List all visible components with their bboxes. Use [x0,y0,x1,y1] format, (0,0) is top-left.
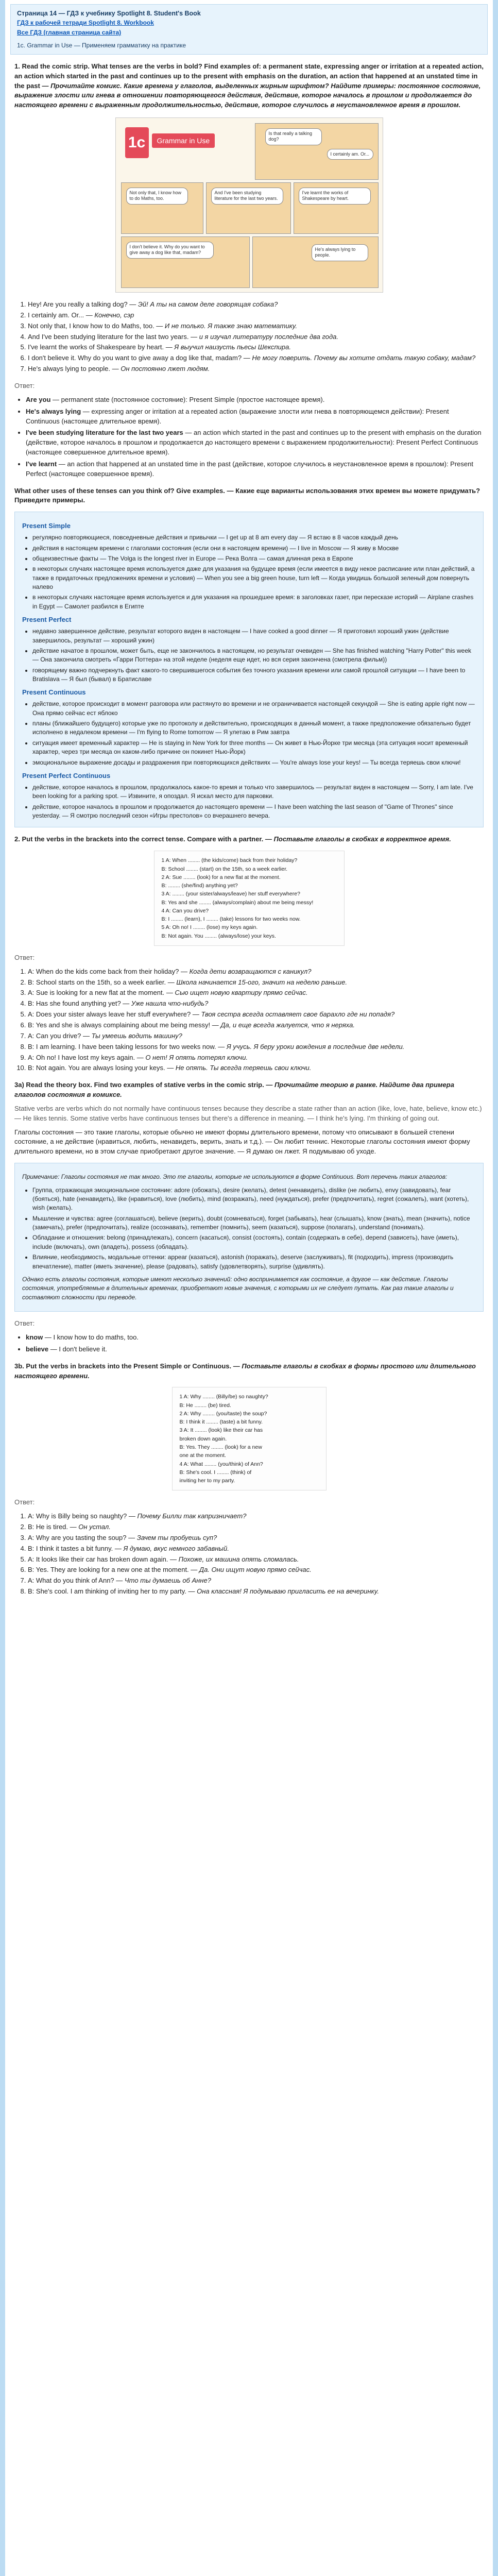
comic-bubble-4: And I've been studying literature for the last two years. [211,188,283,205]
exercise-line: 1 A: When ........ (the kids/come) back from their holiday? [161,857,298,864]
list-item: • действие начатое в прошлом, может быть, еще не закончилось в настоящем, но результат очевиден — She has finished watching "Harry Potter" this week — Она закончила смотреть «Гарри Поттера» на этой неделе (неделя еще идет, но вся серия закончена (смотрела фильм)) [32,647,476,665]
list-item: 10. B: Not again. You are always losing your keys. — Не опять. Ты всегда теряешь свои ключи. [28,1063,484,1073]
answer-label: Ответ: [14,953,35,961]
stative-note: Примечание: Глаголы состояния не так много. Это те глаголы, которые не используются в форме Continuous. Вот перечень таких глаголов: [22,1173,448,1181]
list-item: • He's always lying — expressing anger or irritation at a repeated action (выражение злости или гнева в повторяющемся действии): Present Continuous (настоящее длительное время). [26,407,484,427]
answer-label: Ответ: [14,382,35,390]
exercise-line: broken down again. [179,1435,227,1442]
present-perfect-heading: Present Perfect [22,616,72,624]
list-item: • Are you — permanent state (постоянное состояние): Present Simple (простое настоящее время). [26,395,484,405]
list-item: • Группа, отражающая эмоциональное состояние: adore (обожать), desire (желать), detest (ненавидеть), dislike (не любить), envy (завидовать), fear (бояться), hate (ненавидеть), like (нравиться), love (любить), mind (возражать), need (нуждаться), prefer (предпочитать), regret (сожалеть), want (хотеть), wish (желать). [32,1186,476,1213]
list-item: 3. Not only that, I know how to do Maths, too. — И не только. Я также знаю математику. [28,321,484,331]
exercise-line: 3 A: ........ (your sister/always/leave) her stuff everywhere? [161,891,300,897]
list-item: 1. Hey! Are you really a talking dog? — Эй! А ты на самом деле говорящая собака? [28,300,484,310]
comic-bubble-3: Not only that, I know how to do Maths, too. [126,188,188,205]
list-item: 2. B: He is tired. — Он устал. [28,1522,484,1532]
comic-sentences-list [28,300,484,374]
exercise-line: 4 A: What ........ (you/think) of Ann? [179,1461,263,1467]
exercise-line: B: Not again. You ........ (always/lose) your keys. [161,933,276,939]
answer2-list [28,967,484,1073]
list-item: • Мышление и чувства: agree (соглашаться), believe (верить), doubt (сомневаться), forget (забывать), hear (слышать), know (знать), mean (значить), notice (замечать), prefer (предпочитать), realize (осознавать), remember (помнить), seem (казаться), suppose (полагать), understand (понимать). [32,1214,476,1232]
task3b-heading: 3b. Put the verbs in brackets into the Present Simple or Continuous. — Поставьте глаголы в скобках в формы простого или длительного настоящего времени. [14,1362,476,1380]
list-item: • эмоциональное выражение досады и раздражения при повторяющихся действиях — You're always lose your keys! — Ты всегда теряешь свои ключи! [32,758,476,767]
list-item: • недавно завершенное действие, результат которого виден в настоящем — I have cooked a good dinner — Я приготовил хороший ужин (действие завершилось, результат — хороший ужин) [32,627,476,645]
list-item: 2. B: School starts on the 15th, so a week earlier. — Школа начинается 15-ого, значит на неделю раньше. [28,978,484,988]
main-content [5,62,493,1597]
exercise2-image [154,851,345,946]
list-item: 9. A: Oh no! I have lost my keys again. — О нет! Я опять потерял ключи. [28,1053,484,1063]
list-item: 4. B: Has she found anything yet? — Уже нашла что-нибудь? [28,999,484,1009]
present-continuous-heading: Present Continuous [22,688,86,697]
stative-verbs-box [14,1163,484,1312]
answer-label: Ответ: [14,1319,35,1328]
comic-bubble-1: Is that really a talking dog? [265,128,322,145]
list-item: 5. I've learnt the works of Shakespeare by heart. — Я выучил наизусть пьесы Шекспира. [28,343,484,352]
exercise-line: B: He ........ (be) tired. [179,1402,231,1409]
list-item: • действие, которое происходит в момент разговора или растянуто во времени и не ограничивается настоящей секундой — She is eating apple right now — Она прямо сейчас ест яблоко [32,700,476,718]
other-uses-question: What other uses of these tenses can you think of? Give examples. — Какие еще варианты использования этих времен вы можете придумать? Приведите примеры. [14,486,480,504]
list-item: 1. A: Why is Billy being so naughty? — Почему Билли так капризничает? [28,1512,484,1521]
page-title: Страница 14 — ГДЗ к учебнику Spotlight 8. Student's Book [17,10,201,17]
workbook-link[interactable]: ГДЗ к рабочей тетради Spotlight 8. Workbook [17,19,154,27]
exercise-line: B: Yes and she ........ (always/complain) about me being messy! [161,899,314,906]
answer3b-list [28,1512,484,1597]
comic-bubble-6: I don't believe it. Why do you want to give away a dog like that, madam? [126,242,214,259]
list-item: 4. B: I think it tastes a bit funny. — Я думаю, вкус немного забавный. [28,1544,484,1554]
comic-bubble-2: I certainly am. Or... [327,149,373,160]
comic-bubble-7: He's always lying to people. [312,244,368,261]
list-item: • Влияние, необходимость, модальные оттенки: appear (казаться), astonish (поражать), deserve (заслуживать), fit (подходить), impress (производить впечатление), matter (иметь значение), please (радовать), satisfy (удовлетворять), surprise (удивлять). [32,1253,476,1271]
list-item: 1. A: When do the kids come back from their holiday? — Когда дети возвращаются с каникул? [28,967,484,977]
list-item: • действие, которое началось в прошлом, продолжалось какое-то время и только что завершилось — результат виден в настоящем — Sorry, I am late. I've been looking for a parking spot. — Извините, я опоздал. Я искал место для парковки. [32,783,476,801]
header-box [10,4,488,55]
exercise-line: B: I think it ........ (taste) a bit funny. [179,1419,263,1426]
list-item: • Обладание и отношения: belong (принадлежать), concern (касаться), consist (состоять), contain (содержать в себе), depend (зависеть), have (иметь), include (включать), own (владеть), possess (обладать). [32,1233,476,1251]
list-item: • I've been studying literature for the last two years — an action which started in the past and continues up to the present with emphasis on the duration (действие, которое началось в прошлом и продолжается до настоящего времени с выражением продолжительности): Present Perfect Continuous (настоящее совершенное длительное время). [26,428,484,457]
exercise-line: B: She's cool. I ........ (think) of [179,1469,252,1476]
list-item: 8. B: She's cool. I am thinking of inviting her to my party. — Она классная! Я подумываю пригласить ее на вечеринку. [28,1587,484,1597]
list-item: • в некоторых случаях настоящее время используется даже для указания на будущее время (если имеется в виду некое расписание или план действий, а также в придаточных предложениях времени и условия) — When you see a big green house, turn left — Когда увидишь большой зеленый дом повернуть налево [32,565,476,591]
list-item: • в некоторых случаях настоящее время используется и для указания на прошедшее время: в заголовках газет, при пересказе историй — Airplane crashes in Egypt — Самолет разбился в Египте [32,593,476,611]
stative-theory-ru: Глаголы состояния — это такие глаголы, которые обычно не имеют формы длительного времени, потому что описывают в большей степени состояние, а не действие (нравиться, любить, ненавидеть, верить, знать и т.д.). — Он любит теннис. Некоторые глаголы состояния имеют форму длительного времени, но в этом случае приобретают другое значение. — Я думаю он лжет. Я подумываю об уходе. [14,1128,470,1156]
stative-extra: Однако есть глаголы состояния, которые имеют несколько значений: одно воспринимается как состояние, а другое — как действие. Глаголы состояния, употребляемые в длительных временах, приобретают новые значения, с которыми их не следует путать. Как раз такие глаголы и составляют сложности при переводе. [22,1276,454,1301]
exercise-line: B: School ........ (start) on the 15th, so a week earlier. [161,866,288,872]
exercise-line: B: Yes. They ........ (look) for a new [179,1444,262,1451]
exercise-line: 1 A: Why ........ (Billy/be) so naughty? [179,1394,268,1400]
tenses-box [14,512,484,827]
list-item: 3. A: Why are you tasting the soup? — Зачем ты пробуешь суп? [28,1533,484,1543]
answer3a-list [26,1333,484,1354]
list-item: • ситуация имеет временный характер — He is staying in New York for three months — Он живет в Нью-Йорке три месяца (эта ситуация носит временный характер, через три месяца он каком-либо причине он покинет Нью-Йорк) [32,739,476,757]
all-gdz-link[interactable]: Все ГДЗ (главная страница сайта) [17,29,122,37]
lesson-subtitle: 1c. Grammar in Use — Применяем грамматику на практике [17,41,186,49]
list-item: 3. A: Sue is looking for a new flat at the moment. — Сью ищет новую квартиру прямо сейчас. [28,988,484,998]
answer-label: Ответ: [14,1498,35,1506]
list-item: 5. A: It looks like their car has broken down again. — Похоже, их машина опять сломалась. [28,1555,484,1565]
comic-title: Grammar in Use [152,133,215,148]
exercise-line: 2 A: Why ........ (you/taste) the soup? [179,1410,267,1417]
list-item: 5. A: Does your sister always leave her stuff everywhere? — Твоя сестра всегда оставляет свое барахло где ни попадя? [28,1010,484,1020]
task3a-heading: 3a) Read the theory box. Find two examples of stative verbs in the comic strip. — Прочитайте теорию в рамке. Найдите два примера глаголов состояния в комиксе. [14,1081,454,1099]
present-simple-heading: Present Simple [22,522,71,530]
exercise-line: B: I ........ (learn), I ........ (take) lessons for two weeks now. [161,916,301,923]
list-item: • действие, которое началось в прошлом и продолжается до настоящего времени — I have been watching the last season of "Game of Thrones" since yesterday. — Я смотрю последний сезон «Игры престолов» со вчерашнего вечера. [32,803,476,821]
list-item: • действия в настоящем времени с глаголами состояния (если они в настоящем времени) — I live in Moscow — Я живу в Москве [32,544,476,553]
answer1-list [26,395,484,479]
list-item: • регулярно повторяющиеся, повседневные действия и привычки — I get up at 8 am every day — Я встаю в 8 часов каждый день [32,533,476,542]
list-item: 2. I certainly am. Or... — Конечно, сэр [28,311,484,320]
list-item: • know — I know how to do maths, too. [26,1333,484,1343]
exercise-line: 4 A: Can you drive? [161,907,209,914]
list-item: 7. A: Can you drive? — Ты умеешь водить машину? [28,1031,484,1041]
list-item: • общеизвестные факты — The Volga is the longest river in Europe — Река Волга — самая длинная река в Европе [32,554,476,563]
list-item: • говорящему важно подчеркнуть факт какого-то свершившегося события без точного указания времени или самой прошлой ситуации — I have been to Bratislava — Я был (бывал) в Братиславе [32,666,476,684]
lesson-badge: 1c [125,127,149,158]
present-perfect-continuous-heading: Present Perfect Continuous [22,772,111,780]
list-item: 7. A: What do you think of Ann? — Что ты думаешь об Анне? [28,1576,484,1586]
exercise-line: inviting her to my party. [179,1478,235,1484]
list-item: 6. I don't believe it. Why do you want to give away a dog like that, madam? — Не могу поверить. Почему вы хотите отдать такую собаку, мадам? [28,353,484,363]
list-item: • I've learnt — an action that happened at an unstated time in the past (действие, которое случилось в неустановленное время в прошлом): Present Perfect (настоящее совершенное время). [26,460,484,479]
list-item: 8. B: I am learning. I have been taking lessons for two weeks now. — Я учусь. Я беру уроки вождения в последние две недели. [28,1042,484,1052]
comic-bubble-5: I've learnt the works of Shakespeare by heart. [299,188,371,205]
exercise-line: one at the moment. [179,1452,226,1459]
exercise-line: 3 A: It ........ (look) like their car has [179,1427,263,1434]
task1-heading: 1. Read the comic strip. What tenses are the verbs in bold? Find examples of: a permanent state, expressing anger or irritation at a repeated action, an action which started in the past and continues up to the present with emphasis on the duration, an action that happened at an unstated time in the past — Прочитайте комикс. Какие времена у глаголов, выделенных жирным шрифтом? Найдите примеры: постоянное состояние, выражение злости или гнева в отношении повторяющегося действия, действие, которое началось в прошлом и продолжается до настоящего времени с выраженным продолжительностью, действие, которое случилось в неустановленное время в прошлом. [14,62,484,109]
list-item: 6. B: Yes and she is always complaining about me being messy! — Да, и еще всегда жалуется, что я неряха. [28,1021,484,1030]
list-item: • believe — I don't believe it. [26,1345,484,1354]
exercise-line: 2 A: Sue ........ (look) for a new flat at the moment. [161,874,281,880]
exercise3b-image [172,1387,327,1490]
exercise-line: 5 A: Oh no! I ........ (lose) my keys again. [161,924,258,931]
task2-heading: 2. Put the verbs in the brackets into the correct tense. Compare with a partner. — Поставьте глаголы в скобках в корректное время. [14,835,451,843]
list-item: 7. He's always lying to people. — Он постоянно лжет людям. [28,364,484,374]
list-item: • планы (ближайшего будущего) которые уже по протоколу и действительно, происходящих в данный момент, а также предположение обязательно будет исполнено в недалеком времени — I'm flying to Rome tomorrow — Я улетаю в Рим завтра [32,719,476,737]
list-item: 4. And I've been studying literature for the last two years. — и я изучал литературу последние два года. [28,332,484,342]
stative-theory-en: Stative verbs are verbs which do not normally have continuous tenses because they describe a state rather than an action (like, love, hate, believe, know etc.) — He likes tennis. Some stative verbs have continuous tenses but there's a difference in meaning. — I think he's lying. I'm thinking of going out. [14,1104,482,1122]
list-item: 6. B: Yes. They are looking for a new one at the moment. — Да. Они ищут новую прямо сейчас. [28,1565,484,1575]
comic-strip-image [115,117,383,293]
exercise-line: B: ........ (she/find) anything yet? [161,883,238,889]
